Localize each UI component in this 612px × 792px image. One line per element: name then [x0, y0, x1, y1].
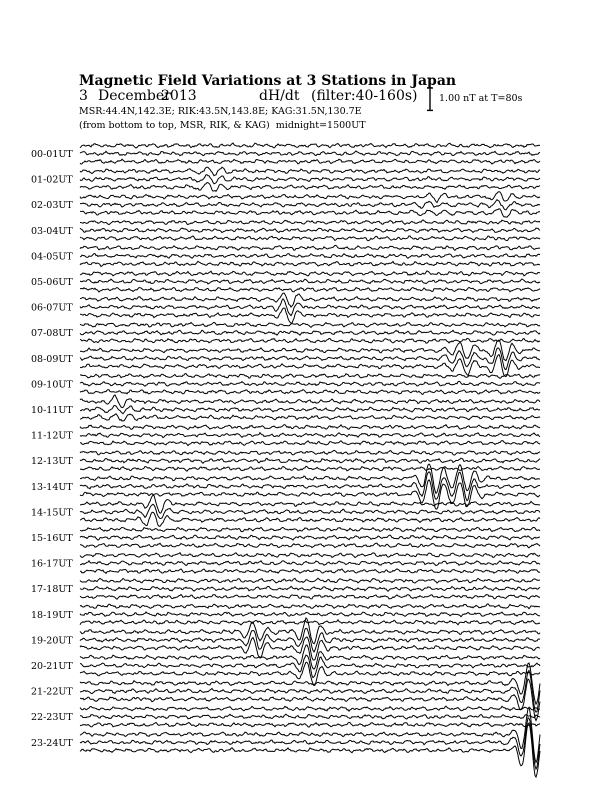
trace-msr-13-14ut [80, 480, 540, 509]
trace-msr-17-18ut [80, 595, 540, 600]
station-coordinates: MSR:44.4N,142.3E; RIK:43.5N,143.8E; KAG:31.5N,130.7E [79, 106, 362, 117]
trace-rik-09-10ut [80, 381, 540, 386]
trace-msr-12-13ut [80, 466, 540, 471]
trace-kag-21-22ut [80, 663, 540, 704]
hour-label: 20-21UT [31, 661, 73, 672]
trace-msr-21-22ut [80, 679, 540, 720]
trace-rik-16-17ut [80, 561, 540, 566]
hour-label: 18-19UT [31, 609, 73, 621]
trace-rik-03-04ut [80, 228, 540, 233]
hour-label: 01-02UT [31, 174, 73, 186]
trace-kag-06-07ut [80, 293, 540, 307]
trace-rik-07-08ut [80, 330, 540, 335]
scale-bar [427, 88, 433, 110]
station-traces [80, 143, 540, 777]
trace-rik-10-11ut [80, 406, 540, 414]
hour-label: 08-09UT [31, 353, 73, 365]
trace-rik-02-03ut [80, 200, 540, 210]
trace-kag-05-06ut [80, 271, 540, 276]
hour-label: 10-11UT [31, 405, 73, 416]
trace-kag-12-13ut [80, 450, 540, 455]
hour-label: 16-17UT [31, 558, 73, 570]
date-day: 3 [79, 88, 88, 104]
scale-bar-label: 1.00 nT at T=80s [439, 93, 523, 104]
filter-label: (filter:40-160s) [311, 88, 418, 104]
trace-kag-00-01ut [80, 143, 540, 148]
hour-label: 17-18UT [31, 584, 73, 596]
trace-rik-15-16ut [80, 535, 540, 540]
trace-msr-11-12ut [80, 441, 540, 446]
trace-kag-01-02ut [80, 167, 540, 176]
trace-msr-18-19ut [80, 620, 540, 625]
hour-label: 11-12UT [31, 430, 73, 442]
hour-label: 02-03UT [31, 200, 73, 212]
trace-msr-02-03ut [80, 209, 540, 218]
trace-rik-22-23ut [80, 714, 540, 719]
trace-kag-22-23ut [80, 706, 540, 711]
trace-kag-04-05ut [80, 245, 540, 250]
trace-rik-12-13ut [80, 458, 540, 463]
midnight-note: midnight=1500UT [275, 120, 366, 131]
hour-label: 07-08UT [31, 328, 73, 340]
hour-label: 23-24UT [31, 737, 73, 749]
trace-kag-02-03ut [80, 192, 540, 203]
hour-label: 04-05UT [31, 251, 73, 263]
hour-label: 22-23UT [31, 712, 73, 724]
hour-label: 06-07UT [31, 302, 73, 314]
trace-msr-04-05ut [80, 261, 540, 266]
trace-rik-04-05ut [80, 254, 540, 259]
trace-msr-14-15ut [80, 512, 540, 526]
trace-msr-09-10ut [80, 390, 540, 395]
trace-rik-17-18ut [80, 586, 540, 591]
trace-msr-06-07ut [80, 308, 540, 323]
hour-label: 09-10UT [31, 379, 73, 391]
trace-msr-23-24ut [80, 723, 540, 777]
trace-rik-11-12ut [80, 433, 540, 438]
date-year: 2013 [161, 88, 197, 104]
trace-msr-01-02ut [80, 183, 540, 192]
trace-rik-05-06ut [80, 279, 540, 284]
trace-kag-15-16ut [80, 527, 540, 531]
hour-label: 21-22UT [31, 686, 73, 698]
trace-rik-18-19ut [80, 612, 540, 617]
trace-rik-00-01ut [80, 151, 540, 156]
trace-msr-10-11ut [80, 414, 540, 421]
trace-kag-16-17ut [80, 553, 540, 558]
date-month: December [98, 88, 171, 104]
trace-kag-10-11ut [80, 395, 540, 408]
hour-label: 00-01UT [31, 149, 73, 160]
trace-msr-22-23ut [80, 722, 540, 727]
hour-labels [31, 149, 73, 749]
trace-kag-18-19ut [80, 604, 540, 609]
trace-msr-05-06ut [80, 288, 540, 293]
trace-rik-06-07ut [80, 299, 540, 316]
hour-label: 12-13UT [31, 456, 73, 468]
quantity-label: dH/dt [259, 88, 300, 104]
trace-kag-11-12ut [80, 425, 540, 430]
trace-msr-03-04ut [80, 236, 540, 241]
trace-msr-16-17ut [80, 569, 540, 574]
trace-msr-00-01ut [80, 159, 540, 164]
trace-msr-07-08ut [80, 338, 540, 343]
hour-label: 15-16UT [31, 533, 73, 544]
trace-msr-15-16ut [80, 543, 540, 548]
trace-kag-07-08ut [80, 322, 540, 327]
hour-label: 19-20UT [31, 635, 73, 647]
hour-label: 05-06UT [31, 277, 73, 288]
trace-rik-21-22ut [80, 670, 540, 712]
trace-kag-03-04ut [80, 220, 540, 225]
chart-title: Magnetic Field Variations at 3 Stations in Japan [79, 73, 457, 89]
trace-rik-14-15ut [80, 504, 540, 518]
hour-label: 03-04UT [31, 225, 73, 237]
order-note: (from bottom to top, MSR, RIK, & KAG) [79, 120, 270, 131]
trace-rik-01-02ut [80, 175, 540, 184]
trace-kag-09-10ut [80, 374, 540, 379]
hour-label: 13-14UT [31, 481, 73, 493]
hour-label: 14-15UT [31, 507, 73, 519]
trace-kag-17-18ut [80, 578, 540, 583]
